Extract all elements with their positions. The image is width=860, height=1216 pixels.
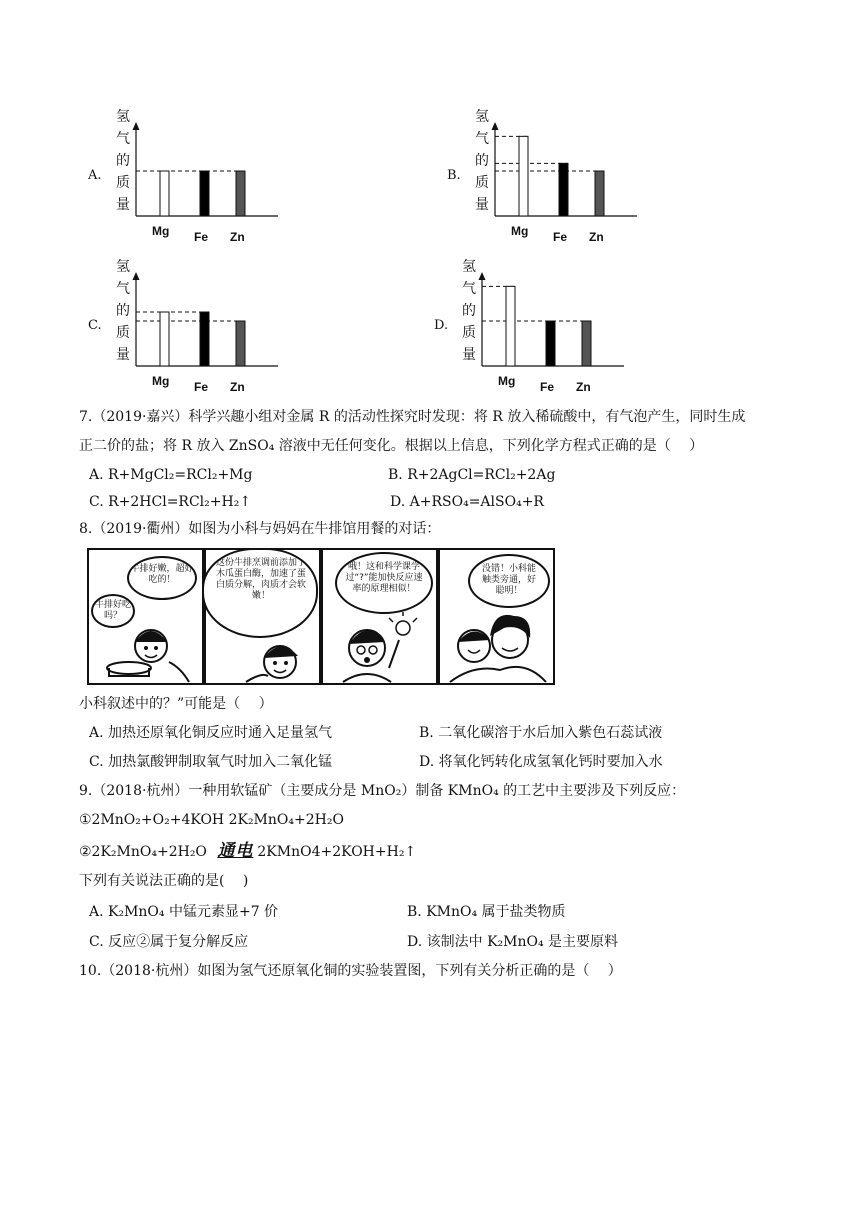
- chart-option-c: [88, 250, 298, 400]
- bar-chart-plot: [434, 250, 644, 400]
- comic-panel-4: [438, 548, 555, 685]
- q10-title: 10.（2018·杭州）如图为氢气还原氧化铜的实验装置图，下列有关分析正确的是（ ）: [79, 963, 622, 979]
- bar-chart-plot: [447, 100, 657, 250]
- x-tick-label-fe: Fe: [194, 380, 209, 394]
- chart-option-b: [447, 100, 657, 250]
- comic-figures-dining: [89, 550, 202, 683]
- bar-chart-plot: [88, 250, 298, 400]
- comic-figure-child-lightbulb: [323, 550, 436, 683]
- x-tick-label-fe: Fe: [553, 230, 568, 244]
- y-axis-label-char: 氢: [475, 109, 489, 125]
- y-axis-label-char: 质: [116, 175, 130, 191]
- y-axis-label-char: 的: [462, 303, 476, 319]
- chart-option-letter: C.: [88, 318, 102, 333]
- comic-strip: [87, 548, 557, 685]
- comic-panel-1: [87, 548, 204, 685]
- q9-reaction-1: ①2MnO₂+O₂+4KOH 2K₂MnO₄+2H₂O: [79, 812, 344, 828]
- y-axis-label-char: 量: [475, 197, 489, 213]
- y-axis-label-char: 氢: [116, 259, 130, 275]
- y-axis-label-char: 的: [116, 303, 130, 319]
- q7-option-b: B. R+2AgCl=RCl₂+2Ag: [388, 467, 556, 483]
- x-tick-label-zn: Zn: [230, 230, 245, 244]
- q8-title: 8.（2019·衢州）如图为小科与妈妈在牛排馆用餐的对话：: [79, 521, 441, 537]
- q9-reaction-2-reactants: ②2K₂MnO₄+2H₂O: [79, 844, 207, 860]
- q9-reaction-2: [79, 841, 416, 862]
- fe-bar: [200, 312, 209, 366]
- chart-option-d: [434, 250, 644, 400]
- mg-bar: [160, 171, 169, 216]
- y-axis-label-char: 的: [475, 153, 489, 169]
- y-axis-label-char: 气: [475, 131, 489, 147]
- x-tick-label-zn: Zn: [589, 230, 604, 244]
- speech-bubble-mother-explains: 这份牛排烹调前添加了木瓜蛋白酶，加速了蛋白质分解，肉质才会软嫩！: [202, 548, 318, 638]
- comic-panel-3: [321, 548, 438, 685]
- y-axis-label-char: 气: [116, 281, 130, 297]
- mg-bar: [506, 286, 515, 366]
- zn-bar: [236, 171, 245, 216]
- fe-bar: [559, 163, 568, 216]
- q9-option-d: D. 该制法中 K₂MnO₄ 是主要原料: [407, 934, 619, 950]
- q9-option-b: B. KMnO₄ 属于盐类物质: [407, 904, 566, 920]
- chart-option-a: [88, 100, 298, 250]
- q8-option-b: B. 二氧化碳溶于水后加入紫色石蕊试液: [419, 725, 663, 741]
- fe-bar: [200, 171, 209, 216]
- mg-bar: [160, 312, 169, 366]
- fe-bar: [546, 321, 555, 366]
- comic-figure-mother: [206, 550, 319, 683]
- zn-bar: [582, 321, 591, 366]
- q9-title: 9.（2018·杭州）一种用软锰矿（主要成分是 MnO₂）制备 KMnO₄ 的工艺中主要涉及下列反应：: [79, 783, 686, 799]
- mg-bar: [519, 136, 528, 216]
- comic-figures-hug: [440, 550, 553, 683]
- q7-option-d: D. A+RSO₄=AlSO₄+R: [390, 494, 544, 510]
- y-axis-label-char: 量: [462, 347, 476, 363]
- q7-stem-line2: 正二价的盐；将 R 放入 ZnSO₄ 溶液中无任何变化。根据以上信息，下列化学方程式正确的是（ ）: [79, 438, 704, 454]
- q8-option-a: A. 加热还原氧化铜反应时通入足量氢气: [89, 725, 333, 741]
- y-axis-label-char: 氢: [462, 259, 476, 275]
- y-axis-label-char: 质: [475, 175, 489, 191]
- q8-option-d: D. 将氧化钙转化成氢氧化钙时要加入水: [419, 754, 663, 770]
- y-axis-label-char: 氢: [116, 109, 130, 125]
- q8-stem: 小科叙述中的？”可能是（ ）: [79, 696, 273, 712]
- q7-option-a: A. R+MgCl₂=RCl₂+Mg: [89, 467, 253, 483]
- y-axis-label-char: 量: [116, 347, 130, 363]
- x-tick-label-zn: Zn: [230, 380, 245, 394]
- x-tick-label-fe: Fe: [540, 380, 555, 394]
- y-axis-label-char: 量: [116, 197, 130, 213]
- q7-stem-line1: 7.（2019·嘉兴）科学兴趣小组对金属 R 的活动性探究时发现：将 R 放入稀硫酸中，有气泡产生，同时生成: [79, 409, 746, 425]
- y-axis-label-char: 气: [116, 131, 130, 147]
- comic-panel-2: [204, 548, 321, 685]
- y-axis-arrow: [492, 122, 499, 130]
- zn-bar: [236, 321, 245, 366]
- y-axis-arrow: [479, 272, 486, 280]
- y-axis-label-char: 质: [462, 325, 476, 341]
- q9-reaction-2-products: 2KMnO4+2KOH+H₂↑: [257, 844, 417, 860]
- x-tick-label-zn: Zn: [576, 380, 591, 394]
- zn-bar: [595, 171, 604, 216]
- y-axis-label-char: 的: [116, 153, 130, 169]
- chart-option-letter: B.: [447, 168, 461, 183]
- y-axis-arrow: [133, 272, 140, 280]
- chart-option-letter: A.: [88, 168, 102, 183]
- q9-option-a: A. K₂MnO₄ 中锰元素显+7 价: [89, 904, 279, 920]
- speech-bubble-child: 牛排好嫩，超好吃的！: [127, 556, 197, 600]
- y-axis-arrow: [133, 122, 140, 130]
- bar-chart-plot: [88, 100, 298, 250]
- speech-bubble-mother-praise: 没错！小科能触类旁通，好聪明！: [468, 554, 550, 608]
- y-axis-label-char: 质: [116, 325, 130, 341]
- x-tick-label-mg: Mg: [152, 224, 170, 238]
- speech-bubble-mother: 牛排好吃吗？: [91, 594, 135, 628]
- x-tick-label-fe: Fe: [194, 230, 209, 244]
- q9-stem: 下列有关说法正确的是( ): [79, 873, 249, 889]
- speech-bubble-child-idea: 哦！这和科学课学过“?”能加快反应速率的原理相似！: [335, 552, 433, 614]
- x-tick-label-mg: Mg: [498, 374, 516, 388]
- x-tick-label-mg: Mg: [511, 224, 529, 238]
- q8-option-c: C. 加热氯酸钾制取氧气时加入二氧化锰: [89, 754, 333, 770]
- q9-option-c: C. 反应②属于复分解反应: [89, 934, 249, 950]
- q7-option-c: C. R+2HCl=RCl₂+H₂↑: [89, 494, 252, 510]
- chart-option-letter: D.: [434, 318, 449, 333]
- y-axis-label-char: 气: [462, 281, 476, 297]
- electrolysis-condition-label: 通电: [217, 841, 254, 861]
- x-tick-label-mg: Mg: [152, 374, 170, 388]
